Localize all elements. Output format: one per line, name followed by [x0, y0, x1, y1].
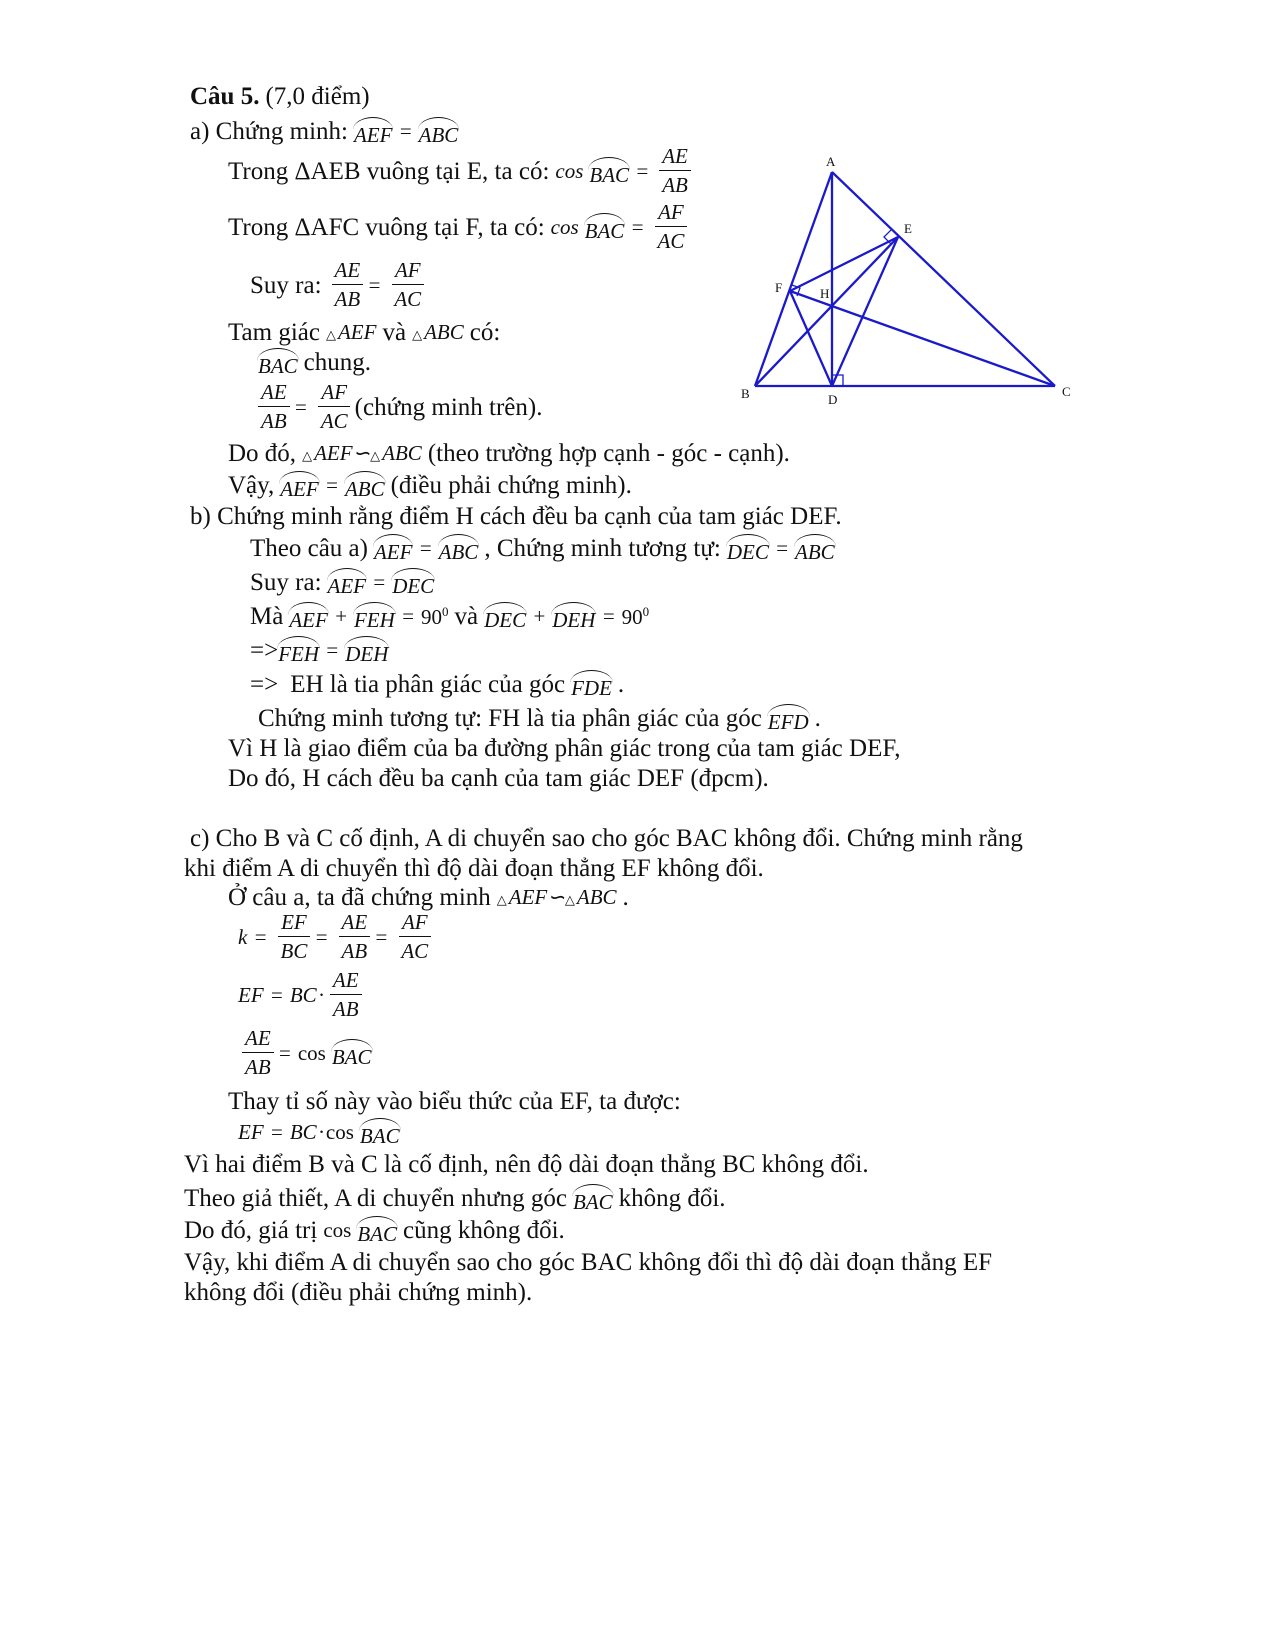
- angle-abc: ABC: [419, 117, 459, 146]
- part-c-ef-cos: EF = BC · cos BAC: [238, 1120, 400, 1148]
- part-a-bac-chung: BAC chung.: [258, 349, 372, 378]
- part-c-cos-ratio: $\frac{AE}{AB}$ = cos BAC: [238, 1028, 378, 1078]
- label-h: H: [820, 286, 830, 301]
- part-a-tam-giac: Tam giác △AEF và △ABC có:: [228, 319, 501, 346]
- part-c-ef-formula: EF = BC · $\frac{AE}{AB}$: [238, 970, 366, 1020]
- label-a: A: [826, 154, 836, 169]
- fraction-ae-ab: $\frac{AE}{AB}$: [659, 146, 691, 196]
- part-a-conclusion: Vậy, AEF = ABC (điều phải chứng minh).: [228, 472, 632, 501]
- side-ab: [755, 172, 832, 386]
- label-f: F: [775, 280, 783, 295]
- part-b-line-3: Mà AEF + FEH = $90^0$ và DEC + DEH = $90^0$: [250, 603, 650, 632]
- part-b-line-1: Theo câu a) AEF = ABC , Chứng minh tương tự: DEC = ABC: [250, 535, 835, 564]
- triangle-diagram: [730, 150, 1090, 415]
- part-b-line-8: Do đó, H cách đều ba cạnh của tam giác DEF (đpcm).: [228, 765, 769, 792]
- part-c-heading-1: c) Cho B và C cố định, A di chuyển sao cho góc BAC không đổi. Chứng minh rằng: [190, 825, 1023, 852]
- part-c-k-ratio: k = $\frac{EF}{BC}$ = $\frac{AE}{AB}$ = $\frac{AF}{AC}$: [238, 912, 435, 962]
- part-a-ratio-equal: $\frac{AE}{AB}$ = $\frac{AF}{AC}$ (chứng minh trên).: [254, 382, 548, 432]
- altitude-cf: [790, 291, 1055, 386]
- part-b-line-4: => FEH = DEH: [250, 637, 389, 666]
- question-title: [190, 84, 376, 109]
- segment-de: [832, 237, 898, 386]
- part-b-line-6: Chứng minh tương tự: FH là tia phân giác của góc EFD .: [258, 705, 821, 734]
- part-c-heading-2: khi điểm A di chuyển thì độ dài đoạn thẳng EF không đổi.: [184, 855, 764, 882]
- part-b-line-2: Suy ra: AEF = DEC: [250, 569, 435, 598]
- part-a-suy-ra: Suy ra: $\frac{AE}{AB}$ = $\frac{AF}{AC}$: [250, 260, 428, 310]
- segment-df: [790, 291, 832, 386]
- altitude-be: [755, 237, 898, 386]
- part-c-p1: Vì hai điểm B và C là cố định, nên độ dài đoạn thẳng BC không đổi.: [184, 1151, 869, 1178]
- question-points: (7,0 điểm): [265, 83, 370, 110]
- part-c-p3: Do đó, giá trị cos BAC cũng không đổi.: [184, 1217, 565, 1246]
- part-b-heading: b) Chứng minh rằng điểm H cách đều ba cạnh của tam giác DEF.: [190, 503, 842, 530]
- label-d: D: [828, 392, 838, 407]
- part-c-p4: Vậy, khi điểm A di chuyển sao cho góc BAC không đổi thì độ dài đoạn thẳng EF: [184, 1249, 993, 1276]
- part-b-line-5: => EH là tia phân giác của góc FDE .: [250, 671, 625, 700]
- question-number: Câu 5.: [190, 83, 260, 110]
- part-a-heading: a) Chứng minh: AEF = ABC: [190, 118, 459, 147]
- label-e: E: [904, 221, 912, 236]
- part-c-line-1: Ở câu a, ta đã chứng minh △AEF∽△ABC .: [228, 884, 629, 911]
- part-c-p2: Theo giả thiết, A di chuyển nhưng góc BAC không đổi.: [184, 1185, 726, 1214]
- label-b: B: [741, 386, 750, 401]
- part-c-p5: không đổi (điều phải chứng minh).: [184, 1279, 533, 1306]
- part-c-thay: Thay tỉ số này vào biểu thức của EF, ta được:: [228, 1088, 681, 1115]
- part-a-line-afc: Trong ΔAFC vuông tại F, ta có: cos BAC = $\frac{AF}{AC}$: [228, 202, 691, 252]
- part-a-label: a) Chứng minh:: [190, 118, 348, 145]
- fraction-af-ac: $\frac{AF}{AC}$: [655, 202, 688, 252]
- side-ac: [832, 172, 1055, 386]
- part-a-similar: Do đó, △AEF∽△ABC (theo trường hợp cạnh - góc - cạnh).: [228, 440, 790, 467]
- part-a-line-aeb: Trong ΔAEB vuông tại E, ta có: cos BAC = $\frac{AE}{AB}$: [228, 146, 695, 196]
- label-c: C: [1062, 384, 1071, 399]
- angle-aef: AEF: [354, 117, 392, 146]
- part-b-line-7: Vì H là giao điểm của ba đường phân giác trong của tam giác DEF,: [228, 735, 901, 762]
